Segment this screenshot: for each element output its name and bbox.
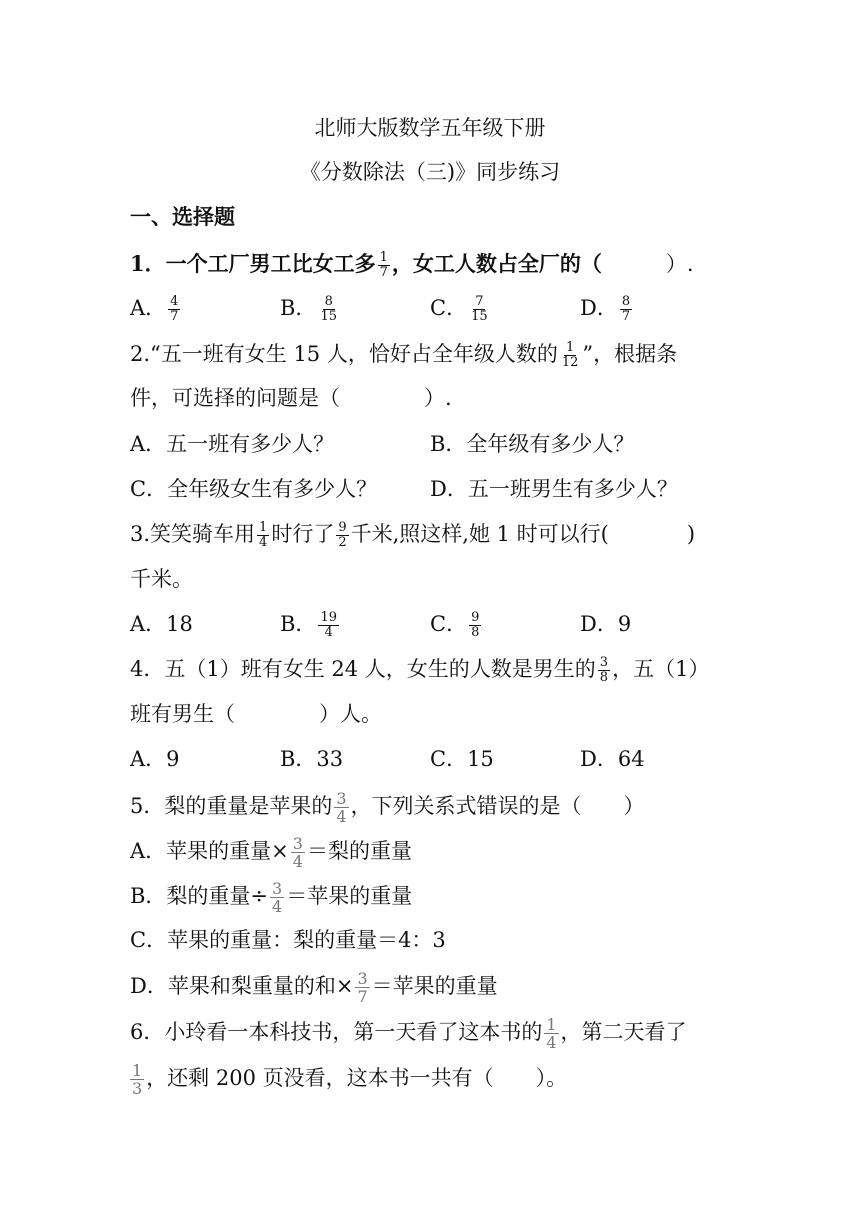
question-3-line-2: 千米。 [130,567,193,591]
q4-fraction: $\frac{3}{8}$ [599,655,609,685]
question-3: 3.笑笑骑车用 $\frac{1}{4}$ 时行了 $\frac{9}{2}$ 千米,照这样,她 1 时可以行( ) [130,520,696,550]
q1-option-a[interactable]: A． $\frac{4}{7}$ [130,294,179,324]
question-6-line-2: $\frac{1}{3}$ ，还剩 200 页没看，这本书一共有（ ）。 [132,1061,568,1098]
question-2: 2.“五一班有女生 15 人，恰好占全年级人数的 $\frac{1}{12}$ ”，根据条 [130,340,678,370]
q2-option-c[interactable]: C．全年级女生有多少人？ [130,477,378,501]
page-title: 北师大版数学五年级下册 [314,116,546,140]
q5-option-b[interactable]: B．梨的重量÷ $\frac{3}{4}$ ＝苹果的重量 [130,879,413,916]
q3-option-a[interactable]: A．18 [130,612,193,636]
question-4: 4．五（1）班有女生 24 人，女生的人数是男生的 $\frac{3}{8}$ ，五（1） [130,655,710,685]
q3-option-b[interactable]: B． $\frac{19}{4}$ [280,610,337,640]
question-1 [130,250,694,280]
q4-option-c[interactable]: C．15 [430,747,494,771]
question-2-line-2: 件，可选择的问题是（ ）. [130,386,452,410]
q3-option-c[interactable]: C． $\frac{9}{8}$ [430,610,480,640]
question-5: 5．梨的重量是苹果的 $\frac{3}{4}$ ，下列关系式错误的是（ ） [130,789,645,826]
q3-option-d[interactable]: D．9 [580,612,632,636]
q5-fraction: $\frac{3}{4}$ [336,789,347,826]
q4-option-a[interactable]: A．9 [130,747,180,771]
q3-fraction-1: $\frac{1}{4}$ [259,520,268,550]
section-heading: 一、选择题 [130,205,235,229]
q1-text-pre: 1．一个工厂男工比女工多 [130,251,376,276]
q2-option-b[interactable]: B．全年级有多少人？ [430,432,635,456]
q4-option-d[interactable]: D．64 [580,747,645,771]
page-subtitle: 《分数除法（三)》同步练习 [299,160,561,184]
q3-fraction-2: $\frac{9}{2}$ [338,520,347,550]
q2-option-d[interactable]: D．五一班男生有多少人？ [430,477,678,501]
question-4-line-2: 班有男生（ ）人。 [130,702,382,726]
q2-option-a[interactable]: A．五一班有多少人？ [130,432,335,456]
q1-fraction: $\frac{1}{7}$ [379,250,388,280]
q6-fraction-2: $\frac{1}{3}$ [132,1061,143,1098]
question-6: 6．小玲看一本科技书，第一天看了这本书的 $\frac{1}{4}$ ，第二天看了 [130,1015,687,1052]
q5-option-a[interactable]: A．苹果的重量× $\frac{3}{4}$ ＝梨的重量 [130,834,412,871]
q1-option-c[interactable]: C． $\frac{7}{15}$ [430,294,488,324]
q5-option-d[interactable]: D．苹果和梨重量的和× $\frac{3}{7}$ ＝苹果的重量 [130,969,498,1006]
q1-text-end: ）. [665,252,694,276]
q6-fraction-1: $\frac{1}{4}$ [546,1015,557,1052]
q4-option-b[interactable]: B．33 [280,747,344,771]
q1-option-d[interactable]: D． $\frac{8}{7}$ [580,294,631,324]
q2-fraction: $\frac{1}{12}$ [561,340,579,370]
q1-text-post: ，女工人数占全厂的（ [391,251,602,276]
q1-option-b[interactable]: B． $\frac{8}{15}$ [280,294,337,324]
q5-option-c[interactable]: C．苹果的重量：梨的重量＝4：3 [130,928,446,952]
